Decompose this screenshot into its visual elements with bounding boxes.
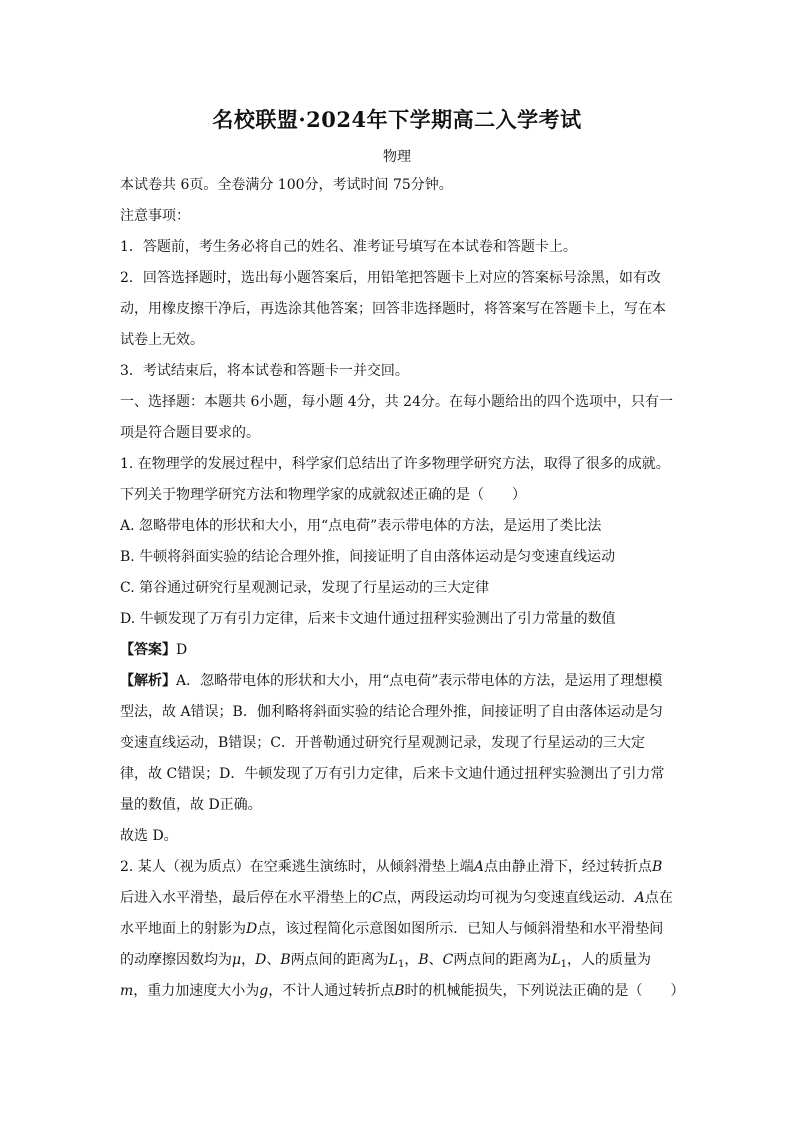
analysis-line: 量的数值，故 D正确。	[120, 797, 262, 813]
stem-text: 点在	[644, 890, 673, 906]
point-label: B	[394, 983, 405, 999]
question-2-stem	[120, 914, 680, 945]
symbol-m: m	[120, 983, 134, 999]
stem-text: 、	[266, 952, 281, 968]
point-label: D	[255, 952, 267, 968]
stem-text: 水平地面上的射影为	[120, 921, 246, 937]
question-1-option-b: B. 牛顿将斜面实验的结论合理外推，间接证明了自由落体运动是匀变速直线运动	[120, 549, 616, 565]
stem-text: ，	[241, 952, 256, 968]
section-heading: 一、选择题：本题共 6小题，每小题 4分，共 24分。在每小题给出的四个选项中，只有一	[120, 394, 673, 410]
exam-content	[120, 170, 685, 1007]
point-label: D	[246, 921, 258, 937]
point-label: B	[280, 952, 291, 968]
stem-text: 点，该过程简化示意图如图所示．已知人与倾斜滑垫和水平滑垫间	[257, 921, 664, 937]
question-2-stem	[120, 976, 685, 1007]
stem-text: ，人的质量为	[567, 952, 651, 968]
answer-line	[120, 635, 680, 666]
question-2-stem	[120, 945, 680, 976]
notice-heading: 注意事项：	[120, 208, 190, 224]
point-label: A	[634, 890, 645, 906]
subscript: 1	[560, 959, 567, 970]
exam-info: 本试卷共 6页。全卷满分 100分，考试时间 75分钟。	[120, 177, 453, 193]
point-label: C	[372, 890, 383, 906]
answer-tag: 【答案】	[120, 642, 176, 658]
stem-text: 点，两段运动均可视为匀变速直线运动．	[382, 890, 635, 906]
subject-title: 物理	[383, 149, 411, 165]
analysis-text: A．忽略带电体的形状和大小，用“点电荷”表示带电体的方法，是运用了理想模	[176, 673, 663, 689]
stem-text: 2. 某人（视为质点）在空乘逃生演练时，从倾斜滑垫上端	[120, 859, 474, 875]
question-1-stem: 下列关于物理学研究方法和物理学家的成就叙述正确的是（ ）	[120, 487, 526, 503]
question-1-option-d: D. 牛顿发现了万有引力定律，后来卡文迪什通过扭秤实验测出了引力常量的数值	[120, 611, 616, 627]
symbol-g: g	[259, 983, 269, 999]
notice-line: 动，用橡皮擦干净后，再选涂其他答案；回答非选择题时，将答案写在答题卡上，写在本	[120, 301, 666, 317]
stem-text: 、	[428, 952, 443, 968]
point-label: C	[442, 952, 454, 968]
symbol-l: L	[388, 952, 398, 968]
section-heading: 项是符合题目要求的。	[120, 425, 260, 441]
stem-text: 时的机械能损失，下列说法正确的是（ ）	[404, 983, 685, 999]
analysis-line: 型法，故 A错误；B．伽利略将斜面实验的结论合理外推，间接证明了自由落体运动是匀	[120, 704, 663, 720]
question-1-stem: 1. 在物理学的发展过程中，科学家们总结出了许多物理学研究方法，取得了很多的成就。	[120, 456, 670, 472]
question-1-option-c: C. 第谷通过研究行星观测记录，发现了行星运动的三大定律	[120, 580, 490, 596]
subscript: 1	[397, 959, 405, 970]
question-1-option-a: A. 忽略带电体的形状和大小，用“点电荷”表示带电体的方法，是运用了类比法	[120, 518, 602, 534]
analysis-line: 变速直线运动，B错误；C．开普勒通过研究行星观测记录，发现了行星运动的三大定	[120, 735, 645, 751]
conclusion-line: 故选 D。	[120, 828, 178, 844]
page-title: 名校联盟·2024年下学期高二入学考试	[212, 107, 582, 132]
symbol-l: L	[551, 952, 561, 968]
notice-line: 试卷上无效。	[120, 332, 204, 348]
stem-text: ，不计人通过转折点	[268, 983, 395, 999]
question-2-stem	[120, 852, 680, 883]
point-label: B	[651, 859, 663, 875]
analysis-line: 律，故 C错误；D．牛顿发现了万有引力定律，后来卡文迪什通过扭秤实验测出了引力常	[120, 766, 665, 782]
analysis-tag: 【解析】	[120, 673, 176, 689]
stem-text: ，	[404, 952, 419, 968]
analysis-line	[120, 666, 680, 697]
stem-text: 两点间的距离为	[290, 952, 389, 968]
point-label: B	[418, 952, 429, 968]
notice-line: 2．回答选择题时，选出每小题答案后，用铅笔把答题卡上对应的答案标号涂黑，如有改	[120, 270, 661, 286]
stem-text: 的动摩擦因数均为	[120, 952, 232, 968]
notice-line: 3．考试结束后，将本试卷和答题卡一并交回。	[120, 363, 409, 379]
stem-text: 后进入水平滑垫，最后停在水平滑垫上的	[120, 890, 372, 906]
notice-line: 1．答题前，考生务必将自己的姓名、准考证号填写在本试卷和答题卡上。	[120, 239, 577, 255]
stem-text: 点由静止滑下，经过转折点	[483, 859, 652, 875]
stem-text: 两点间的距离为	[453, 952, 552, 968]
question-2-stem	[120, 883, 680, 914]
point-label: A	[473, 859, 484, 875]
stem-text: ，重力加速度大小为	[133, 983, 260, 999]
symbol-mu: μ	[232, 952, 242, 968]
answer-value: D	[176, 642, 188, 658]
